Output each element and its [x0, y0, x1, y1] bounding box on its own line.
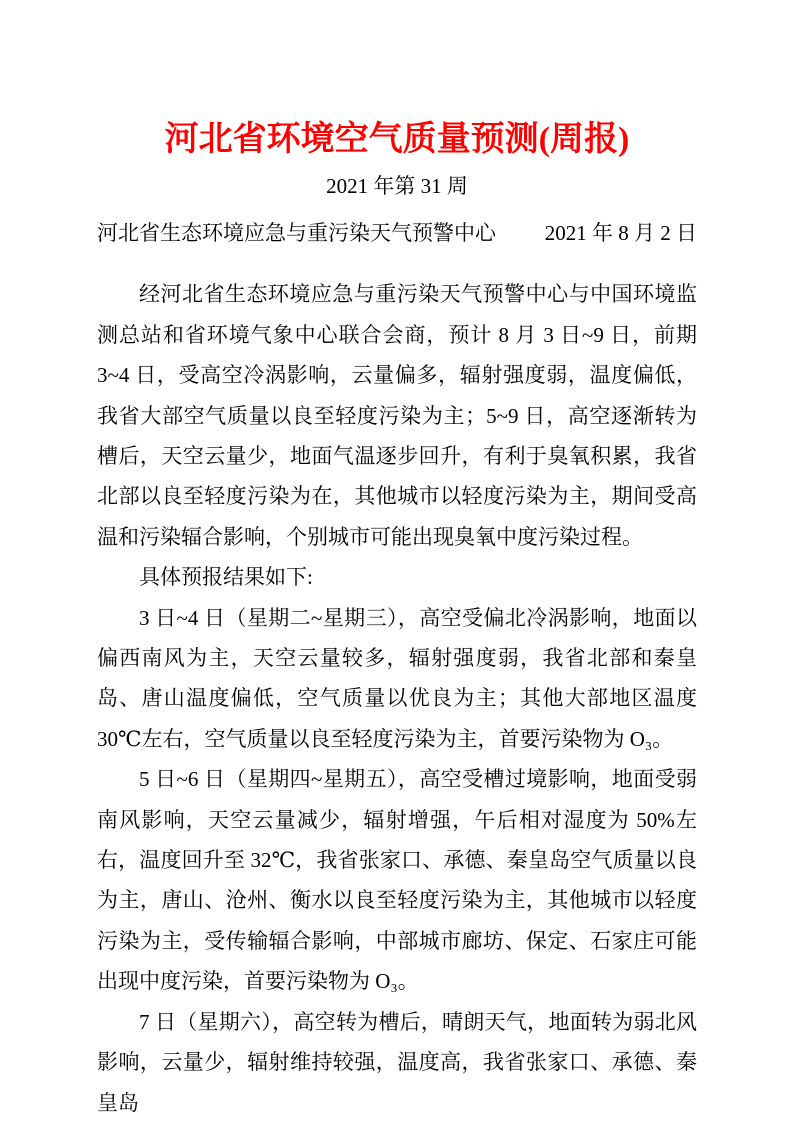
week-number-subtitle: 2021 年第 31 周 — [326, 174, 468, 199]
paragraph-forecast-intro: 具体预报结果如下: — [139, 565, 313, 590]
byline-row — [97, 221, 697, 246]
document-title: 河北省环境空气质量预测(周报) — [164, 121, 630, 158]
paragraph-aug-7-forecast: 7 日（星期六），高空转为槽后，晴朗天气，地面转为弱北风影响，云量少，辐射维持较强，温度高，我省张家口、承德、秦皇岛 — [97, 1009, 697, 1115]
paragraph-aug-3-4-forecast: 3 日~4 日（星期二~星期三），高空受偏北冷涡影响，地面以偏西南风为主，天空云量较多，辐射强度弱，我省北部和秦皇岛、唐山温度偏低，空气质量以优良为主；其他大部地区温度 30℃左右，空气质量以良至轻度污染为主，首要污染物为 O₃。 — [97, 605, 697, 751]
document-body — [97, 274, 697, 1122]
paragraph-overview: 经河北省生态环境应急与重污染天气预警中心与中国环境监测总站和省环境气象中心联合会商，预计 8 月 3 日~9 日，前期 3~4 日，受高空冷涡影响，云量偏多，辐射强度弱，温度偏低，我省大部空气质量以良至轻度污染为主；5~9 日，高空逐渐转为槽后，天空云量少，地面气温逐步回升，有利于臭氧积累，我省北部以良至轻度污染为在，其他城市以轻度污染为主，期间受高温和污染辐合影响，个别城市可能出现臭氧中度污染过程。 — [97, 282, 697, 549]
issuing-agency: 河北省生态环境应急与重污染天气预警中心 — [97, 221, 496, 246]
issue-date: 2021 年 8 月 2 日 — [544, 221, 697, 246]
paragraph-aug-5-6-forecast: 5 日~6 日（星期四~星期五），高空受槽过境影响，地面受弱南风影响，天空云量减少，辐射增强，午后相对湿度为 50%左右，温度回升至 32℃，我省张家口、承德、秦皇岛空气质量以良为主，唐山、沧州、衡水以良至轻度污染为主，其他城市以轻度污染为主，受传输辐合影响，中部城市廊坊、保定、石家庄可能出现中度污染，首要污染物为 O₃。 — [97, 767, 697, 994]
